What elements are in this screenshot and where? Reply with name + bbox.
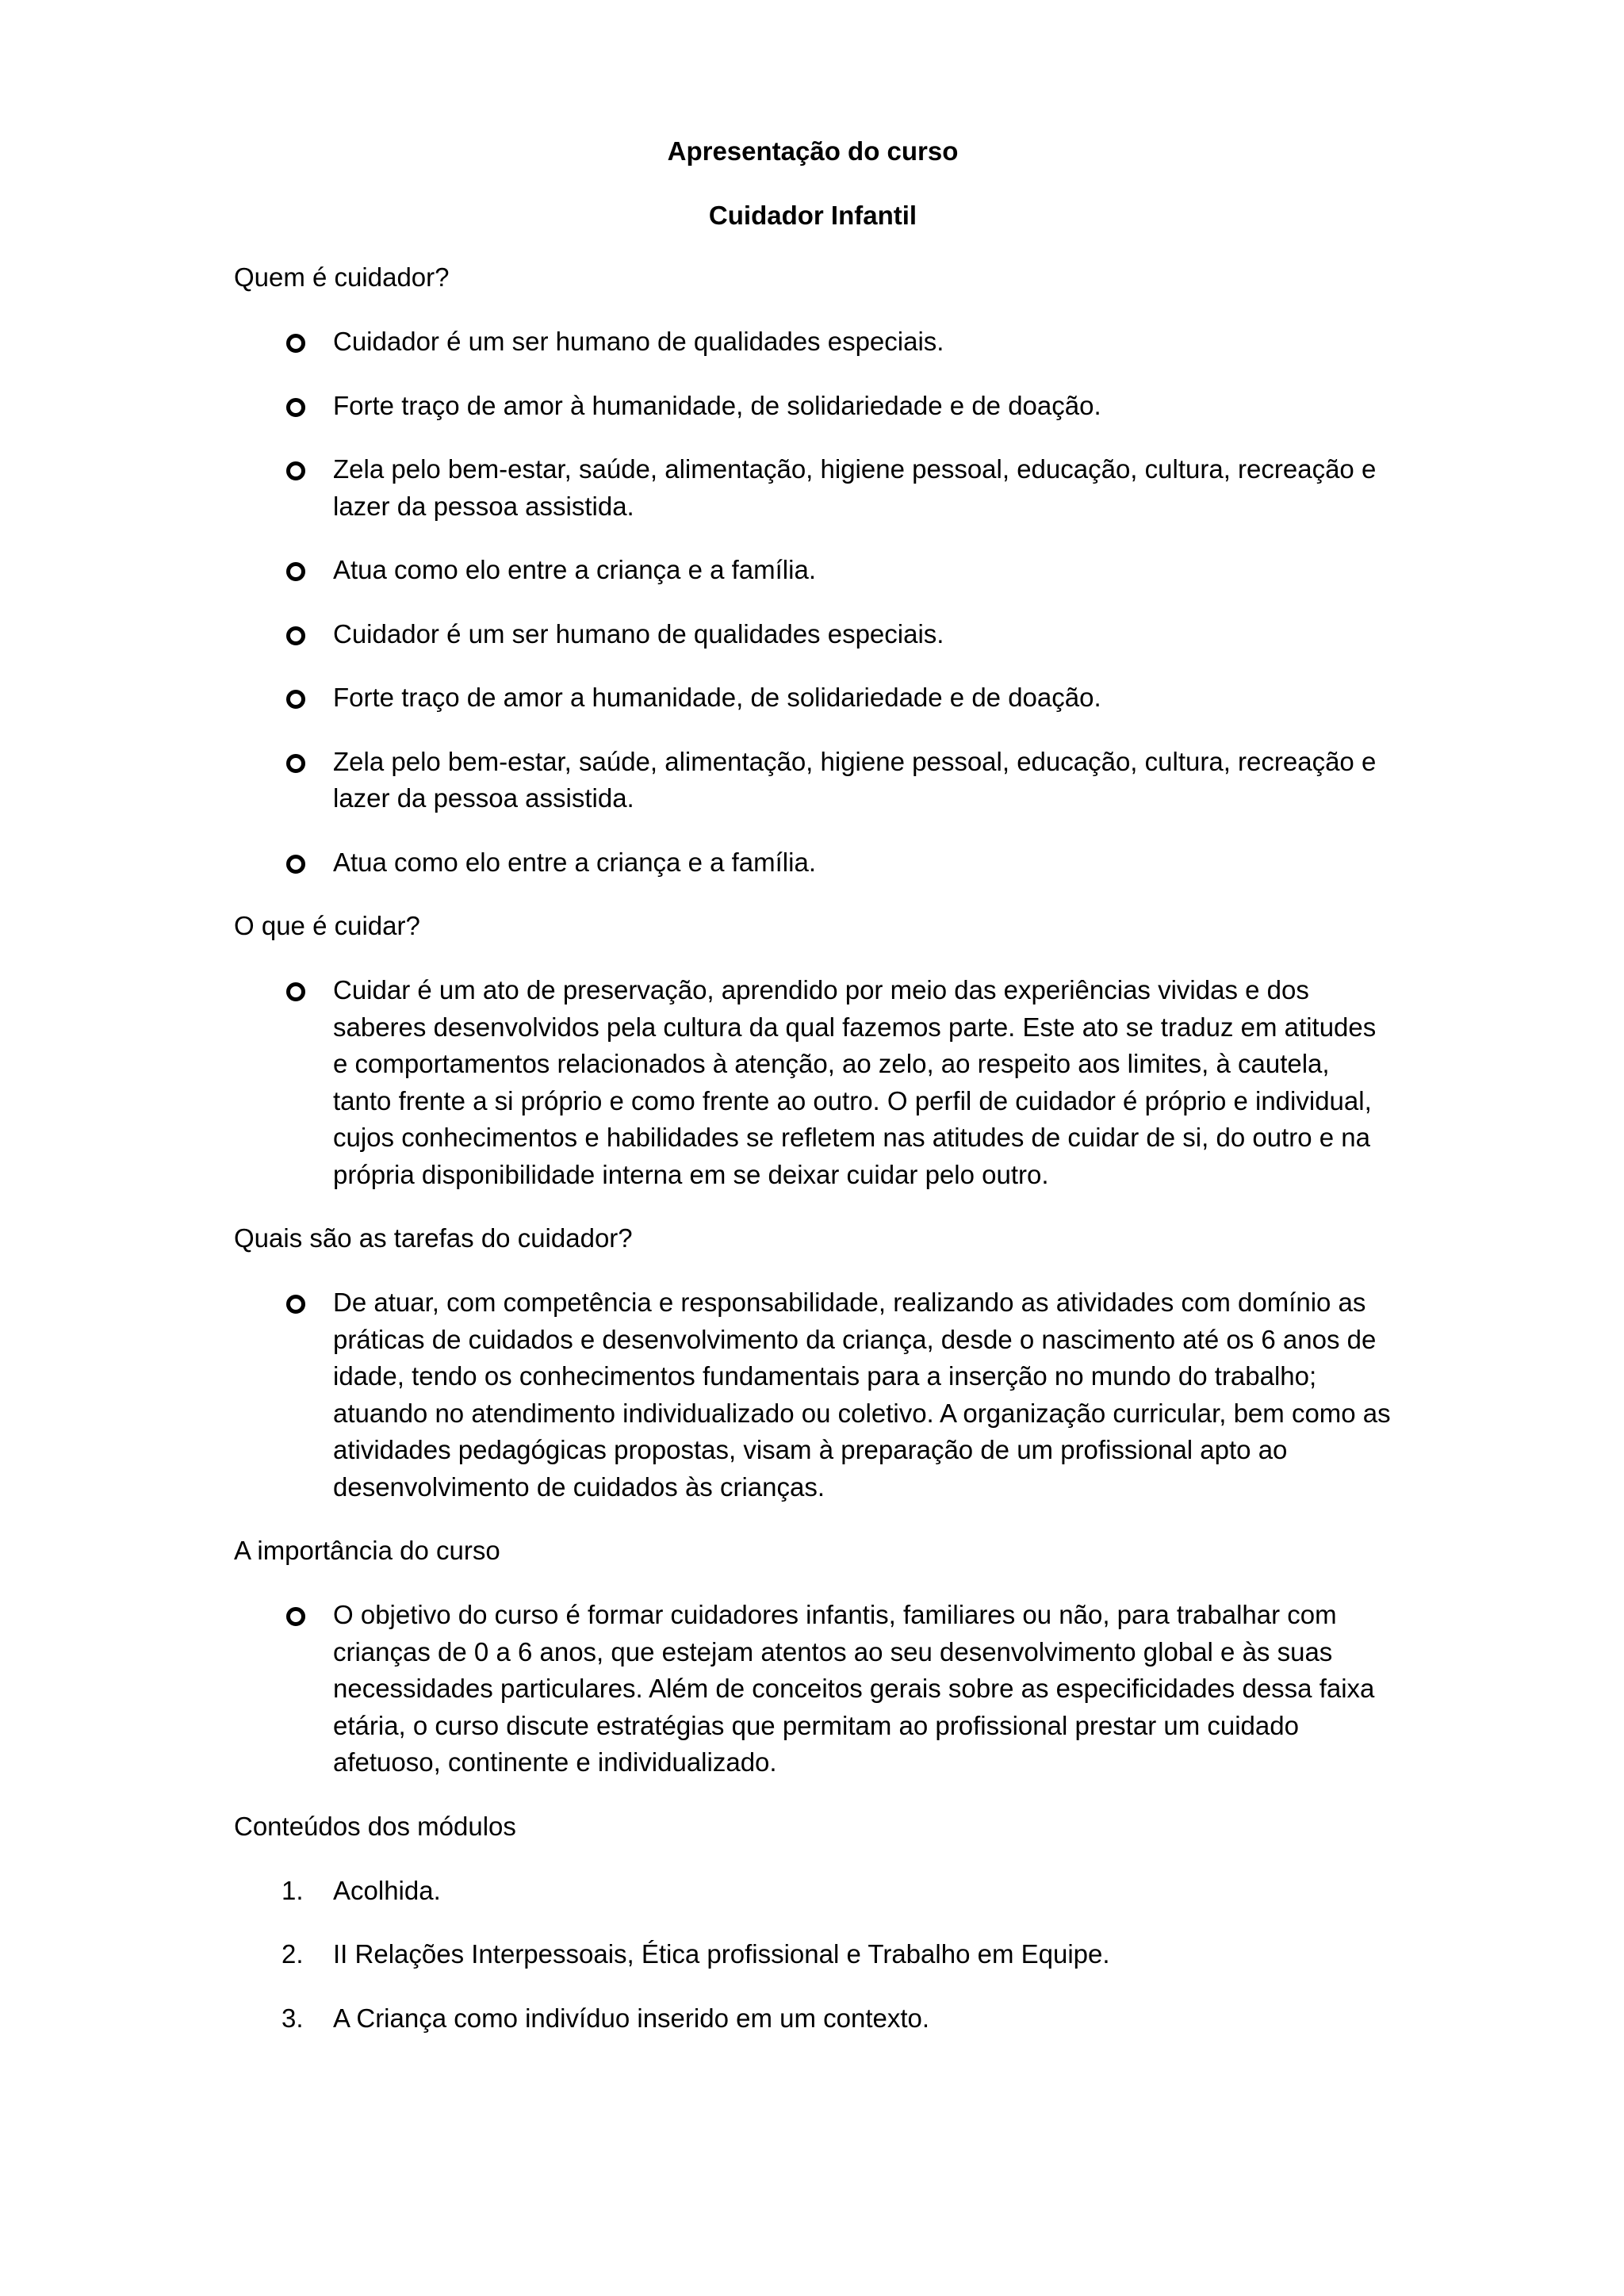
list-item: O objetivo do curso é formar cuidadores infantis, familiares ou não, para trabalhar com crianças de 0 a 6 anos, que estejam atentos ao seu desenvolvimento global e às suas necessidades particulares. Além de conceitos gerais sobre as especificidades dessa faixa etária, o curso discute estratégias que permitam ao profissional prestar um cuidado afetuoso, continente e individualizado. xyxy=(234,1597,1392,1781)
numbered-list-modulos xyxy=(234,1873,1392,2038)
circle-bullet-icon xyxy=(286,626,305,645)
circle-bullet-icon xyxy=(286,855,305,874)
list-item: 1. Acolhida. xyxy=(234,1873,1392,1910)
circle-bullet-icon xyxy=(286,982,305,1001)
bullet-list-quem xyxy=(234,323,1392,881)
document-subtitle: Cuidador Infantil xyxy=(708,201,917,230)
bullet-list-cuidar xyxy=(234,972,1392,1193)
circle-bullet-icon xyxy=(286,562,305,581)
list-number: 1. xyxy=(282,1875,304,1905)
list-number: 3. xyxy=(282,2003,304,2033)
list-item: Atua como elo entre a criança e a família. xyxy=(234,552,1392,589)
document-title: Apresentação do curso xyxy=(667,136,959,166)
list-item: Cuidador é um ser humano de qualidades especiais. xyxy=(234,323,1392,361)
list-item: 2. II Relações Interpessoais, Ética profissional e Trabalho em Equipe. xyxy=(234,1936,1392,1973)
bullet-list-importancia xyxy=(234,1597,1392,1781)
list-item: Atua como elo entre a criança e a família. xyxy=(234,844,1392,882)
list-item: Forte traço de amor à humanidade, de solidariedade e de doação. xyxy=(234,388,1392,425)
bullet-list-tarefas xyxy=(234,1284,1392,1506)
section-heading-importancia: A importância do curso xyxy=(234,1536,500,1565)
list-item: Zela pelo bem-estar, saúde, alimentação, higiene pessoal, educação, cultura, recreação e lazer da pessoa assistida. xyxy=(234,451,1392,525)
list-item: Cuidador é um ser humano de qualidades especiais. xyxy=(234,616,1392,653)
circle-bullet-icon xyxy=(286,398,305,417)
circle-bullet-icon xyxy=(286,461,305,480)
circle-bullet-icon xyxy=(286,1295,305,1314)
circle-bullet-icon xyxy=(286,754,305,773)
list-item: Zela pelo bem-estar, saúde, alimentação, higiene pessoal, educação, cultura, recreação e lazer da pessoa assistida. xyxy=(234,744,1392,817)
list-item: Cuidar é um ato de preservação, aprendido por meio das experiências vividas e dos saberes desenvolvidos pela cultura da qual fazemos parte. Este ato se traduz em atitudes e comportamentos relacionados à atenção, ao zelo, ao respeito aos limites, à cautela, tanto frente a si próprio e como frente ao outro. O perfil de cuidador é próprio e individual, cujos conhecimentos e habilidades se refletem nas atitudes de cuidar de si, do outro e na própria disponibilidade interna em se deixar cuidar pelo outro. xyxy=(234,972,1392,1193)
section-heading-tarefas: Quais são as tarefas do cuidador? xyxy=(234,1223,633,1253)
list-item: 3. A Criança como indivíduo inserido em um contexto. xyxy=(234,2000,1392,2038)
list-item: Forte traço de amor a humanidade, de solidariedade e de doação. xyxy=(234,679,1392,717)
circle-bullet-icon xyxy=(286,334,305,353)
section-heading-modulos: Conteúdos dos módulos xyxy=(234,1811,516,1841)
circle-bullet-icon xyxy=(286,690,305,709)
section-heading-cuidar: O que é cuidar? xyxy=(234,911,420,940)
circle-bullet-icon xyxy=(286,1607,305,1626)
list-number: 2. xyxy=(282,1939,304,1969)
document-page xyxy=(234,133,1392,2064)
list-item: De atuar, com competência e responsabilidade, realizando as atividades com domínio as práticas de cuidados e desenvolvimento da criança, desde o nascimento até os 6 anos de idade, tendo os conhecimentos fundamentais para a inserção no mundo do trabalho; atuando no atendimento individualizado ou coletivo. A organização curricular, bem como as atividades pedagógicas propostas, visam à preparação de um profissional apto ao desenvolvimento de cuidados às crianças. xyxy=(234,1284,1392,1506)
section-heading-quem: Quem é cuidador? xyxy=(234,262,450,292)
